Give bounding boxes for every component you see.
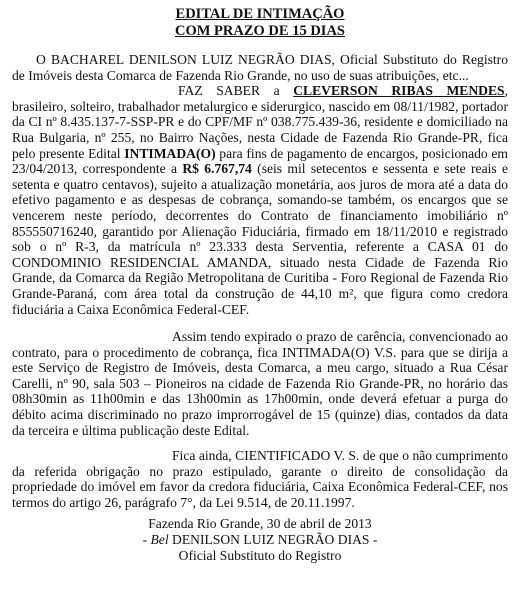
main-text-3: (seis mil setecentos e sessenta e sete reais e setenta e quatro centavos), sujeito a atualização monetária, aos juros de mora até a data do efetivo pagamento e as despesas de cobrança, somando-se também, os encargos que se vencerem neste período, decorrentes do Contrato de financiamento imobiliário nº 855550716240, garantido por Alienação Fiduciária, firmado em 18/11/2010 e registrado sob o nº R-3, da matrícula nº 23.333 desta Serventia, referente a CASA 01 do CONDOMINIO RESIDENCIAL AMANDA, situado nesta Cidade de Fazenda Rio Grande, da Comarca da Região Metropolitana de Curitiba - Foro Regional de Fazenda Rio Grande-Paraná, com área total da construção de 44,10 m², que figura como credora fiduciária a Caixa Econômica Federal-CEF. xyxy=(12,161,509,317)
warning-paragraph: Fica ainda, CIENTIFICADO V. S. de que o não cumprimento da referida obrigação no prazo estipulado, garante o direito de consolidação da propriedade do imóvel em favor da credora fiduciária, Caixa Econômica Federal-CEF, nos termos do artigo 26, parágrafo 7°, da Lei 9.514, de 20.11.1997. xyxy=(12,448,508,511)
intimated-person-name: CLEVERSON RIBAS MENDES xyxy=(293,83,505,99)
main-paragraph xyxy=(12,83,508,317)
bel-prefix: - Bel xyxy=(142,531,169,547)
signature-block xyxy=(12,516,508,564)
signer-name: DENILSON LUIZ NEGRÃO DIAS - xyxy=(168,531,378,547)
intro-paragraph: O BACHAREL DENILSON LUIZ NEGRÃO DIAS, Oficial Substituto do Registro de Imóveis desta Comarca de Fazenda Rio Grande, no uso de suas atribuições, etc... xyxy=(12,52,508,83)
place-date: Fazenda Rio Grande, 30 de abril de 2013 xyxy=(148,515,372,531)
faz-saber-text: FAZ SABER a xyxy=(178,83,294,99)
signer-line xyxy=(12,532,508,548)
document-title xyxy=(12,6,508,23)
debt-amount: R$ 6.767,74 xyxy=(182,161,252,177)
title-line-1: EDITAL DE INTIMAÇÃO xyxy=(175,6,345,22)
notice-paragraph: Assim tendo expirado o prazo de carência, convencionado ao contrato, para o procedimento de cobrança, fica INTIMADA(O) V.S. para que se dirija a este Serviço de Registro de Imóveis, desta Comarca, a meu cargo, situado a Rua César Carelli, nº 90, sala 503 – Pioneiros na cidade de Fazenda Rio Grande-PR, no horário das 08h30min as 11h00min e das 13h00min as 17h00min, onde deverá efetuar a purga do débito acima discriminado no prazo improrrogável de 15 (quinze) dias, contados da data da terceira e última publicação deste Edital. xyxy=(12,329,508,438)
title-line-2: COM PRAZO DE 15 DIAS xyxy=(175,23,345,39)
signer-role: Oficial Substituto do Registro xyxy=(178,547,342,563)
intimada-label: INTIMADA(O) xyxy=(124,145,216,161)
main-text-1: , brasileiro, solteiro, trabalhador metalurgico e siderurgico, nascido em 08/11/1982, portador da CI nº 8.435.137-7-SSP-PR e do CPF/MF nº 038.775.439-36, residente e domiciliado na Rua Bulgaria, nº 255, no Bairro Nações, nesta Cidade de Fazenda Rio Grande-PR, fica pelo presente Edital xyxy=(12,83,509,161)
document-subtitle xyxy=(12,23,508,40)
main-text-2: para fins de pagamento de encargos, posicionado em 23/04/2013, correspondente a xyxy=(12,145,508,177)
